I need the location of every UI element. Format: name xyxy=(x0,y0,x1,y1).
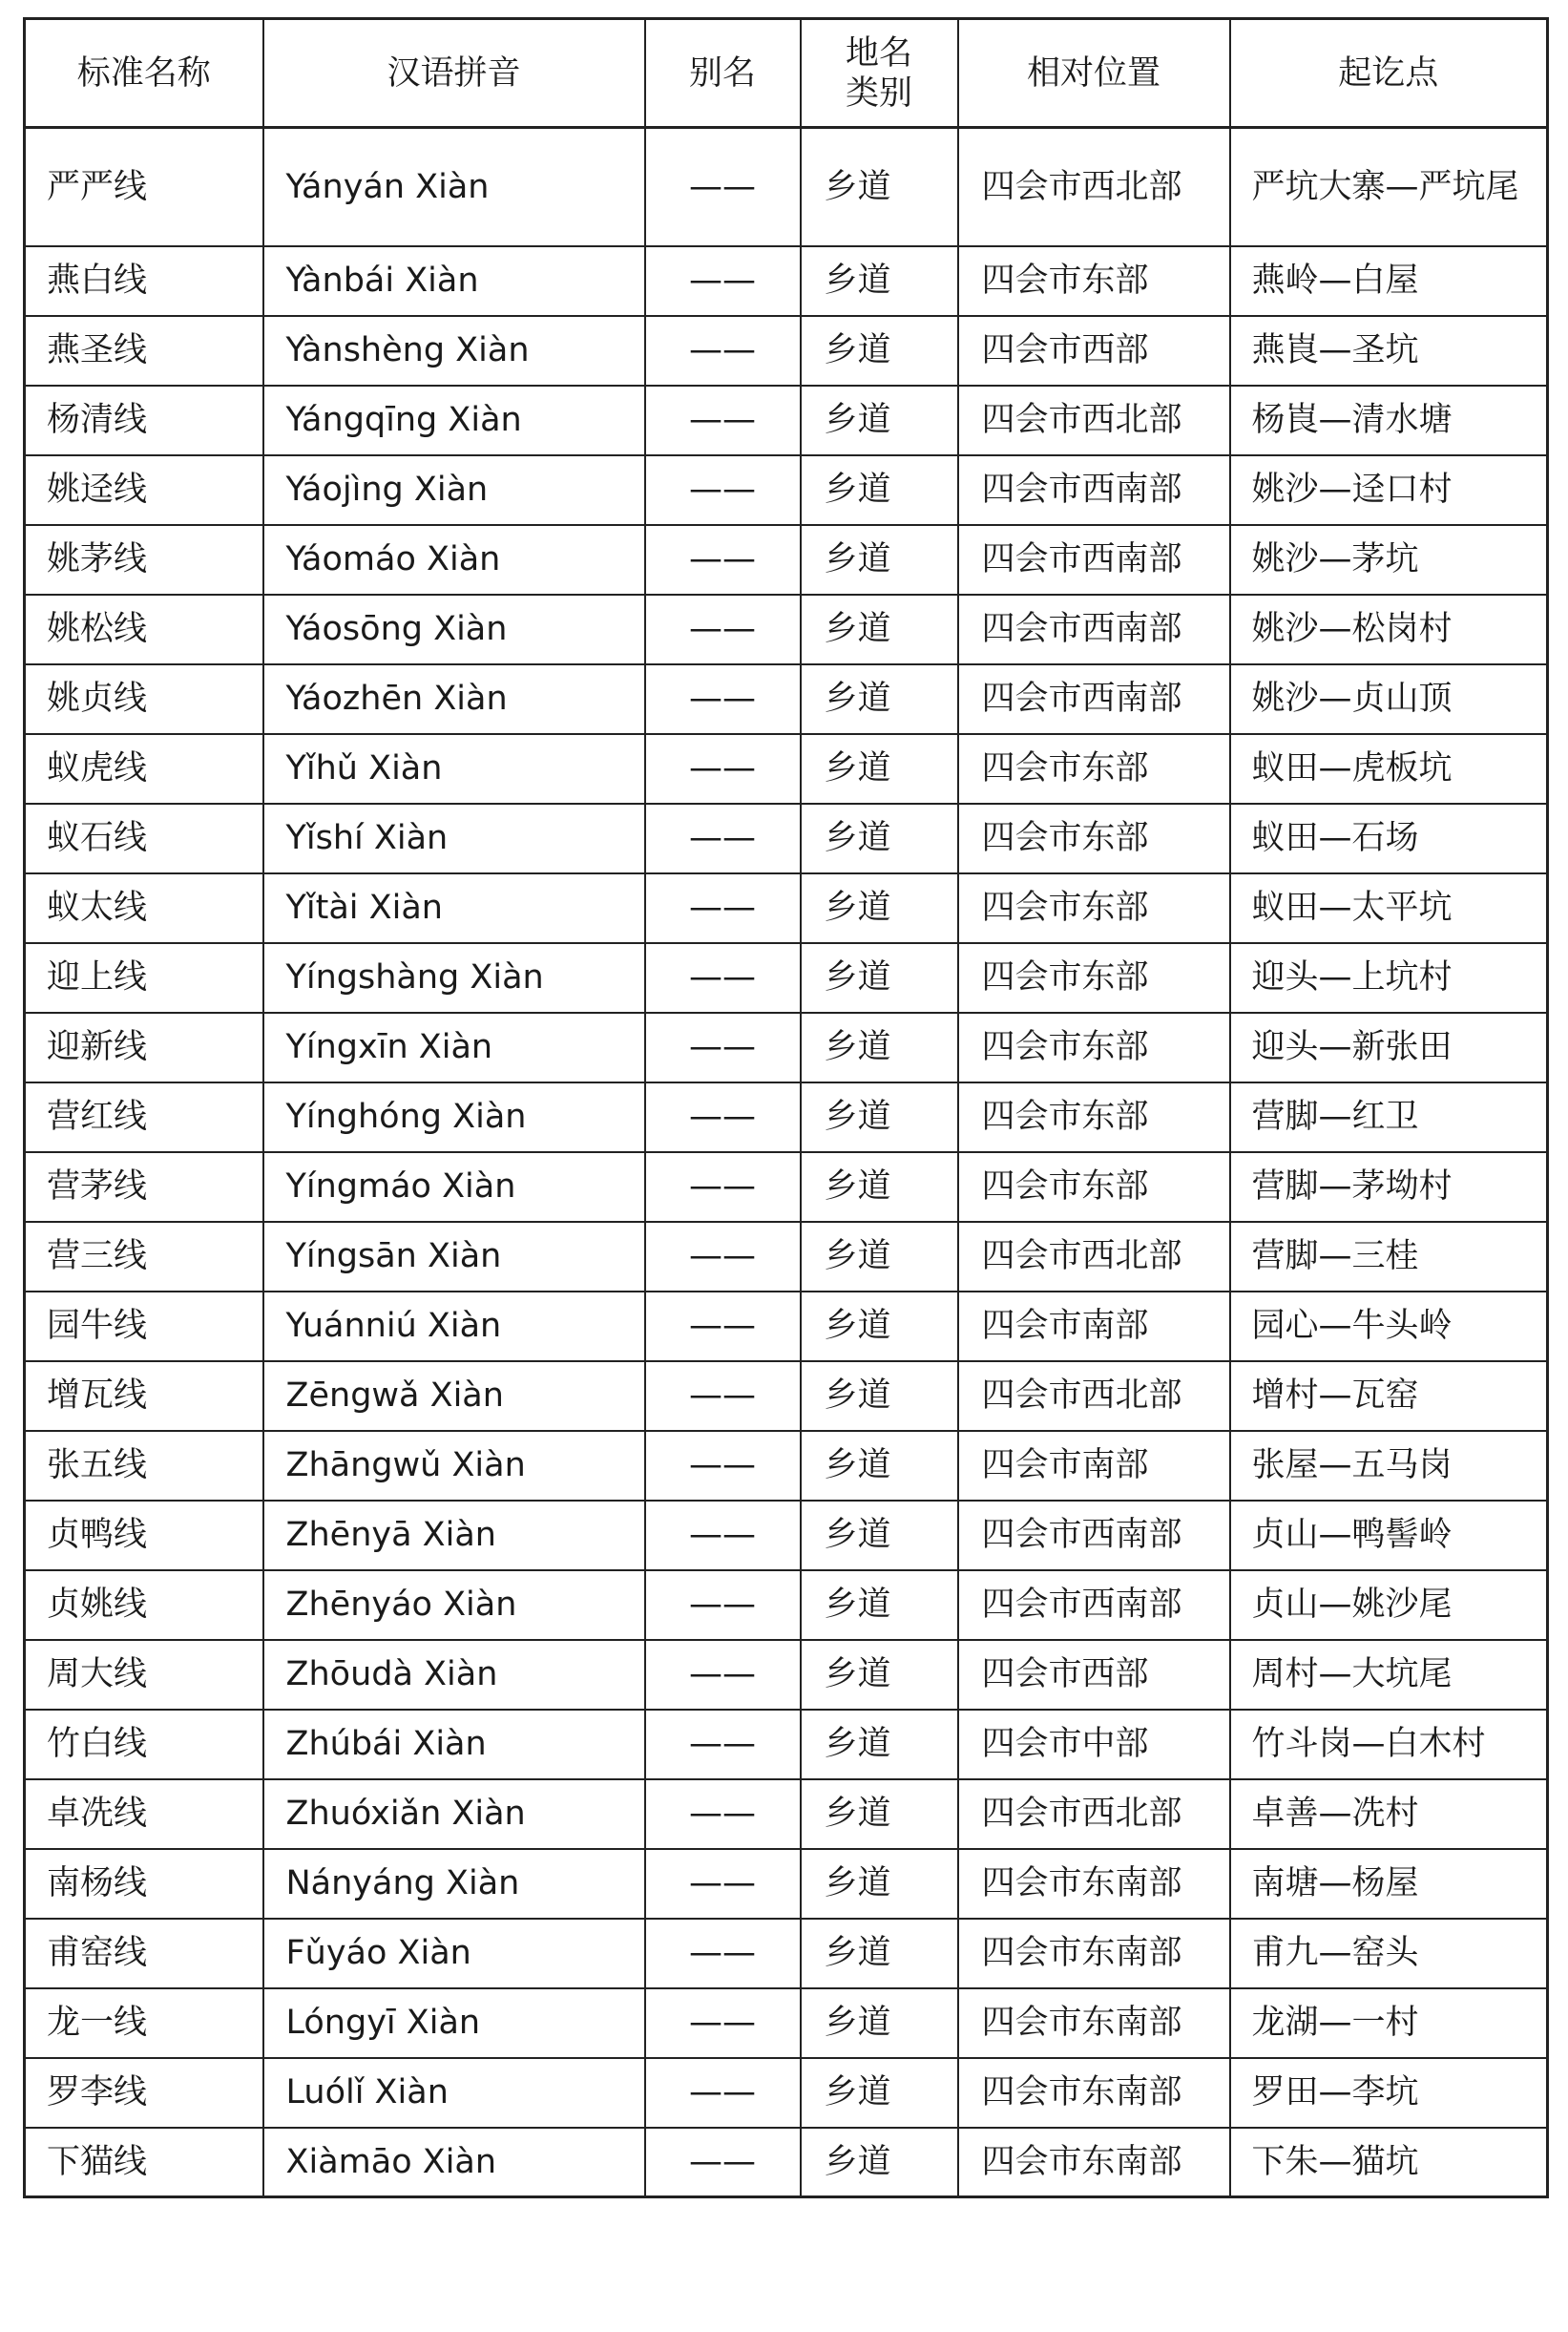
cell-alias: —— xyxy=(645,2128,801,2197)
table-row xyxy=(25,2128,1548,2197)
cell-relative-position: 四会市东部 xyxy=(958,943,1230,1013)
cell-pinyin: Yànshèng Xiàn xyxy=(263,316,645,386)
cell-relative-position: 四会市西南部 xyxy=(958,664,1230,734)
cell-relative-position: 四会市东部 xyxy=(958,246,1230,316)
cell-pinyin: Yáomáo Xiàn xyxy=(263,525,645,595)
cell-alias: —— xyxy=(645,128,801,246)
cell-category: 乡道 xyxy=(801,804,958,873)
cell-pinyin: Zhēnyā Xiàn xyxy=(263,1501,645,1570)
cell-pinyin: Yáozhēn Xiàn xyxy=(263,664,645,734)
cell-alias: —— xyxy=(645,873,801,943)
cell-category: 乡道 xyxy=(801,2058,958,2128)
header-row xyxy=(25,19,1548,128)
cell-standard-name: 贞姚线 xyxy=(25,1570,263,1640)
table-row xyxy=(25,455,1548,525)
cell-start-end: 杨崀—清水塘 xyxy=(1230,386,1548,455)
cell-category: 乡道 xyxy=(801,1361,958,1431)
table-row xyxy=(25,1640,1548,1710)
cell-standard-name: 增瓦线 xyxy=(25,1361,263,1431)
table-row xyxy=(25,1849,1548,1919)
cell-alias: —— xyxy=(645,804,801,873)
table-row xyxy=(25,1361,1548,1431)
cell-start-end: 蚁田—太平坑 xyxy=(1230,873,1548,943)
cell-pinyin: Zhāngwǔ Xiàn xyxy=(263,1431,645,1501)
header-alias: 别名 xyxy=(645,19,801,128)
cell-category: 乡道 xyxy=(801,1082,958,1152)
cell-start-end: 南塘—杨屋 xyxy=(1230,1849,1548,1919)
cell-alias: —— xyxy=(645,943,801,1013)
cell-alias: —— xyxy=(645,525,801,595)
header-start-end: 起讫点 xyxy=(1230,19,1548,128)
cell-standard-name: 贞鸭线 xyxy=(25,1501,263,1570)
table-row xyxy=(25,1431,1548,1501)
cell-start-end: 营脚—茅坳村 xyxy=(1230,1152,1548,1222)
cell-category: 乡道 xyxy=(801,595,958,664)
cell-alias: —— xyxy=(645,1710,801,1779)
cell-pinyin: Yànbái Xiàn xyxy=(263,246,645,316)
road-names-table xyxy=(23,17,1549,2198)
cell-pinyin: Yíngshàng Xiàn xyxy=(263,943,645,1013)
cell-category: 乡道 xyxy=(801,1710,958,1779)
cell-relative-position: 四会市西北部 xyxy=(958,386,1230,455)
cell-alias: —— xyxy=(645,734,801,804)
table-row xyxy=(25,525,1548,595)
header-relative-position: 相对位置 xyxy=(958,19,1230,128)
table-row xyxy=(25,1292,1548,1361)
cell-category: 乡道 xyxy=(801,1988,958,2058)
table-row xyxy=(25,664,1548,734)
cell-start-end: 贞山—姚沙尾 xyxy=(1230,1570,1548,1640)
table-row xyxy=(25,873,1548,943)
cell-standard-name: 姚茅线 xyxy=(25,525,263,595)
cell-category: 乡道 xyxy=(801,943,958,1013)
cell-relative-position: 四会市东南部 xyxy=(958,1988,1230,2058)
cell-standard-name: 燕白线 xyxy=(25,246,263,316)
cell-start-end: 贞山—鸭髻岭 xyxy=(1230,1501,1548,1570)
cell-alias: —— xyxy=(645,455,801,525)
cell-category: 乡道 xyxy=(801,1152,958,1222)
cell-start-end: 姚沙—迳口村 xyxy=(1230,455,1548,525)
cell-relative-position: 四会市西北部 xyxy=(958,1361,1230,1431)
cell-pinyin: Yáosōng Xiàn xyxy=(263,595,645,664)
table-row xyxy=(25,1570,1548,1640)
table-row xyxy=(25,1082,1548,1152)
cell-relative-position: 四会市东部 xyxy=(958,873,1230,943)
cell-pinyin: Xiàmāo Xiàn xyxy=(263,2128,645,2197)
cell-pinyin: Yányán Xiàn xyxy=(263,128,645,246)
cell-relative-position: 四会市西部 xyxy=(958,1640,1230,1710)
cell-pinyin: Yíngsān Xiàn xyxy=(263,1222,645,1292)
table-row xyxy=(25,1222,1548,1292)
cell-alias: —— xyxy=(645,1361,801,1431)
cell-standard-name: 营茅线 xyxy=(25,1152,263,1222)
cell-relative-position: 四会市东部 xyxy=(958,1082,1230,1152)
cell-relative-position: 四会市西部 xyxy=(958,316,1230,386)
document-page xyxy=(23,17,1546,2198)
cell-standard-name: 竹白线 xyxy=(25,1710,263,1779)
cell-pinyin: Yǐhǔ Xiàn xyxy=(263,734,645,804)
cell-pinyin: Nányáng Xiàn xyxy=(263,1849,645,1919)
cell-pinyin: Yǐtài Xiàn xyxy=(263,873,645,943)
cell-standard-name: 龙一线 xyxy=(25,1988,263,2058)
cell-standard-name: 杨清线 xyxy=(25,386,263,455)
cell-standard-name: 营红线 xyxy=(25,1082,263,1152)
cell-standard-name: 蚁太线 xyxy=(25,873,263,943)
cell-start-end: 迎头—上坑村 xyxy=(1230,943,1548,1013)
cell-category: 乡道 xyxy=(801,1013,958,1082)
cell-category: 乡道 xyxy=(801,734,958,804)
header-pinyin: 汉语拼音 xyxy=(263,19,645,128)
cell-start-end: 燕岭—白屋 xyxy=(1230,246,1548,316)
cell-alias: —— xyxy=(645,1570,801,1640)
table-row xyxy=(25,1501,1548,1570)
table-row xyxy=(25,595,1548,664)
cell-alias: —— xyxy=(645,1152,801,1222)
cell-alias: —— xyxy=(645,316,801,386)
cell-relative-position: 四会市中部 xyxy=(958,1710,1230,1779)
cell-category: 乡道 xyxy=(801,873,958,943)
cell-pinyin: Yíngxīn Xiàn xyxy=(263,1013,645,1082)
cell-category: 乡道 xyxy=(801,455,958,525)
cell-category: 乡道 xyxy=(801,246,958,316)
cell-standard-name: 严严线 xyxy=(25,128,263,246)
cell-start-end: 营脚—红卫 xyxy=(1230,1082,1548,1152)
cell-relative-position: 四会市东南部 xyxy=(958,2058,1230,2128)
cell-category: 乡道 xyxy=(801,1431,958,1501)
cell-standard-name: 姚松线 xyxy=(25,595,263,664)
table-row xyxy=(25,1152,1548,1222)
cell-pinyin: Yuánniú Xiàn xyxy=(263,1292,645,1361)
cell-start-end: 营脚—三桂 xyxy=(1230,1222,1548,1292)
table-row xyxy=(25,804,1548,873)
header-category: 地名类别 xyxy=(801,19,958,128)
cell-start-end: 严坑大寨—严坑尾 xyxy=(1230,128,1548,246)
cell-alias: —— xyxy=(645,1779,801,1849)
cell-pinyin: Fǔyáo Xiàn xyxy=(263,1919,645,1988)
cell-category: 乡道 xyxy=(801,128,958,246)
cell-category: 乡道 xyxy=(801,1640,958,1710)
cell-start-end: 姚沙—茅坑 xyxy=(1230,525,1548,595)
cell-alias: —— xyxy=(645,1431,801,1501)
table-row xyxy=(25,1919,1548,1988)
cell-start-end: 周村—大坑尾 xyxy=(1230,1640,1548,1710)
cell-start-end: 蚁田—石场 xyxy=(1230,804,1548,873)
cell-pinyin: Yángqīng Xiàn xyxy=(263,386,645,455)
cell-standard-name: 蚁虎线 xyxy=(25,734,263,804)
cell-standard-name: 迎新线 xyxy=(25,1013,263,1082)
cell-category: 乡道 xyxy=(801,1292,958,1361)
table-row xyxy=(25,1013,1548,1082)
cell-start-end: 竹斗岗—白木村 xyxy=(1230,1710,1548,1779)
cell-start-end: 园心—牛头岭 xyxy=(1230,1292,1548,1361)
cell-pinyin: Luólǐ Xiàn xyxy=(263,2058,645,2128)
cell-standard-name: 下猫线 xyxy=(25,2128,263,2197)
cell-standard-name: 姚贞线 xyxy=(25,664,263,734)
cell-alias: —— xyxy=(645,1013,801,1082)
cell-category: 乡道 xyxy=(801,1222,958,1292)
cell-relative-position: 四会市东部 xyxy=(958,734,1230,804)
cell-relative-position: 四会市东南部 xyxy=(958,2128,1230,2197)
cell-start-end: 姚沙—松岗村 xyxy=(1230,595,1548,664)
cell-pinyin: Lóngyī Xiàn xyxy=(263,1988,645,2058)
cell-alias: —— xyxy=(645,1292,801,1361)
table-row xyxy=(25,943,1548,1013)
cell-standard-name: 姚迳线 xyxy=(25,455,263,525)
cell-alias: —— xyxy=(645,386,801,455)
cell-start-end: 姚沙—贞山顶 xyxy=(1230,664,1548,734)
cell-category: 乡道 xyxy=(801,386,958,455)
cell-standard-name: 罗李线 xyxy=(25,2058,263,2128)
cell-pinyin: Yíngmáo Xiàn xyxy=(263,1152,645,1222)
cell-alias: —— xyxy=(645,1222,801,1292)
cell-standard-name: 迎上线 xyxy=(25,943,263,1013)
table-header xyxy=(25,19,1548,128)
cell-category: 乡道 xyxy=(801,525,958,595)
cell-alias: —— xyxy=(645,664,801,734)
cell-start-end: 增村—瓦窑 xyxy=(1230,1361,1548,1431)
cell-relative-position: 四会市西北部 xyxy=(958,1779,1230,1849)
table-row xyxy=(25,734,1548,804)
cell-alias: —— xyxy=(645,1640,801,1710)
cell-alias: —— xyxy=(645,246,801,316)
cell-relative-position: 四会市东部 xyxy=(958,1013,1230,1082)
cell-standard-name: 燕圣线 xyxy=(25,316,263,386)
cell-pinyin: Zhōudà Xiàn xyxy=(263,1640,645,1710)
cell-standard-name: 蚁石线 xyxy=(25,804,263,873)
cell-standard-name: 甫窑线 xyxy=(25,1919,263,1988)
cell-pinyin: Yínghóng Xiàn xyxy=(263,1082,645,1152)
cell-category: 乡道 xyxy=(801,1849,958,1919)
cell-relative-position: 四会市西南部 xyxy=(958,595,1230,664)
cell-relative-position: 四会市南部 xyxy=(958,1431,1230,1501)
cell-start-end: 甫九—窑头 xyxy=(1230,1919,1548,1988)
cell-relative-position: 四会市西北部 xyxy=(958,1222,1230,1292)
cell-pinyin: Zhúbái Xiàn xyxy=(263,1710,645,1779)
cell-relative-position: 四会市西北部 xyxy=(958,128,1230,246)
table-row xyxy=(25,1988,1548,2058)
cell-relative-position: 四会市西南部 xyxy=(958,455,1230,525)
cell-alias: —— xyxy=(645,1849,801,1919)
cell-standard-name: 园牛线 xyxy=(25,1292,263,1361)
cell-standard-name: 张五线 xyxy=(25,1431,263,1501)
table-row xyxy=(25,386,1548,455)
cell-category: 乡道 xyxy=(801,316,958,386)
cell-relative-position: 四会市西南部 xyxy=(958,1501,1230,1570)
cell-relative-position: 四会市东南部 xyxy=(958,1919,1230,1988)
cell-category: 乡道 xyxy=(801,664,958,734)
cell-start-end: 迎头—新张田 xyxy=(1230,1013,1548,1082)
cell-pinyin: Yǐshí Xiàn xyxy=(263,804,645,873)
cell-category: 乡道 xyxy=(801,1501,958,1570)
cell-standard-name: 南杨线 xyxy=(25,1849,263,1919)
cell-start-end: 龙湖—一村 xyxy=(1230,1988,1548,2058)
cell-pinyin: Zēngwǎ Xiàn xyxy=(263,1361,645,1431)
cell-relative-position: 四会市东南部 xyxy=(958,1849,1230,1919)
cell-alias: —— xyxy=(645,1082,801,1152)
cell-relative-position: 四会市东部 xyxy=(958,804,1230,873)
cell-relative-position: 四会市南部 xyxy=(958,1292,1230,1361)
cell-category: 乡道 xyxy=(801,1570,958,1640)
cell-start-end: 卓善—冼村 xyxy=(1230,1779,1548,1849)
cell-relative-position: 四会市东部 xyxy=(958,1152,1230,1222)
cell-start-end: 罗田—李坑 xyxy=(1230,2058,1548,2128)
header-standard-name: 标准名称 xyxy=(25,19,263,128)
table-row xyxy=(25,246,1548,316)
cell-alias: —— xyxy=(645,2058,801,2128)
cell-standard-name: 周大线 xyxy=(25,1640,263,1710)
table-row xyxy=(25,1710,1548,1779)
cell-alias: —— xyxy=(645,1988,801,2058)
cell-standard-name: 营三线 xyxy=(25,1222,263,1292)
table-row xyxy=(25,1779,1548,1849)
cell-standard-name: 卓冼线 xyxy=(25,1779,263,1849)
table-row xyxy=(25,316,1548,386)
cell-category: 乡道 xyxy=(801,1779,958,1849)
cell-start-end: 蚁田—虎板坑 xyxy=(1230,734,1548,804)
cell-relative-position: 四会市西南部 xyxy=(958,1570,1230,1640)
cell-relative-position: 四会市西南部 xyxy=(958,525,1230,595)
cell-pinyin: Zhuóxiǎn Xiàn xyxy=(263,1779,645,1849)
cell-start-end: 张屋—五马岗 xyxy=(1230,1431,1548,1501)
table-body xyxy=(25,128,1548,2197)
cell-start-end: 燕崀—圣坑 xyxy=(1230,316,1548,386)
cell-start-end: 下朱—猫坑 xyxy=(1230,2128,1548,2197)
table-row xyxy=(25,128,1548,246)
cell-category: 乡道 xyxy=(801,1919,958,1988)
cell-alias: —— xyxy=(645,595,801,664)
table-row xyxy=(25,2058,1548,2128)
cell-category: 乡道 xyxy=(801,2128,958,2197)
cell-alias: —— xyxy=(645,1919,801,1988)
cell-pinyin: Yáojìng Xiàn xyxy=(263,455,645,525)
cell-alias: —— xyxy=(645,1501,801,1570)
cell-pinyin: Zhēnyáo Xiàn xyxy=(263,1570,645,1640)
